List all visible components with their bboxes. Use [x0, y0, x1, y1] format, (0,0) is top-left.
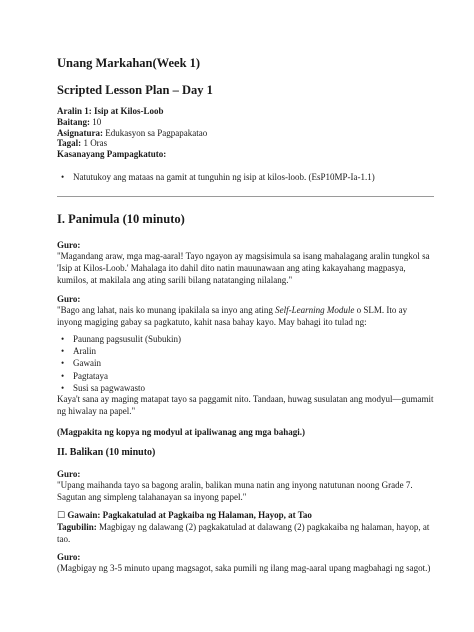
guro-speech	[57, 304, 434, 328]
checkbox-icon: ☐	[57, 511, 66, 521]
lesson-plan-heading: Scripted Lesson Plan – Day 1	[57, 83, 213, 97]
asignatura-value: Edukasyon sa Pagpapakatao	[103, 127, 208, 138]
tagal-label: Tagal:	[57, 138, 82, 149]
baitang-value: 10	[90, 116, 102, 127]
objective-list	[57, 171, 434, 183]
tagal-line	[57, 138, 434, 149]
guro-speech: "Upang maihanda tayo sa bagong aralin, balikan muna natin ang inyong natutunan noong Grade 7. Sagutan ang simpleng talahanayan sa inyong papel."	[57, 480, 413, 503]
section2-title: II. Balikan (10 minuto)	[57, 447, 156, 458]
module-part-item: • Paunang pagsusulit (Subukin)	[57, 333, 434, 345]
closing-speech: Kaya't sana ay maging matapat tayo sa paggamit nito. Tandaan, huwag susulatan ang modyul—gumamit ng hiwalay na papel."	[57, 394, 434, 417]
lesson-meta	[57, 106, 434, 160]
section1-title: I. Panimula (10 minuto)	[57, 212, 185, 226]
guro-speech: "Magandang araw, mga mag-aaral! Tayo ngayon ay magsisimula sa isang mahalagang aralin tungkol sa 'Isip at Kilos-Loob.' Mahalaga ito dahil dito natin mauunawaan ang ating kakayahang magpasya, kumilos, at makilala ang ating sarili bilang natatanging nilalang."	[57, 251, 430, 286]
guro-label: Guro:	[57, 552, 81, 562]
baitang-label: Baitang:	[57, 116, 91, 127]
objective-item: • Natutukoy ang mataas na gamit at tunguhin ng isip at kilos-loob. (EsP10MP-Ia-1.1)	[57, 171, 434, 183]
guro-label: Guro:	[57, 294, 81, 304]
module-part-item: • Gawain	[57, 357, 434, 369]
guro-speech-part: "Bago ang lahat, nais ko munang ipakilala sa inyo ang ating	[57, 305, 276, 315]
module-part-item: • Aralin	[57, 345, 434, 357]
asignatura-line	[57, 128, 434, 139]
baitang-line	[57, 117, 434, 128]
aralin-line: Aralin 1: Isip at Kilos-Loob	[57, 106, 164, 116]
asignatura-label: Asignatura:	[57, 127, 104, 138]
kasanayan-line: Kasanayang Pampagkatuto:	[57, 149, 167, 160]
guro-speech-part: o SLM. Ito ay inyong magiging gabay sa pagkatuto, kahit nasa bahay kayo. May bahagi ito tulad ng:	[57, 305, 408, 328]
tagal-value: 1 Oras	[81, 138, 108, 149]
guro-label: Guro:	[57, 469, 81, 479]
quarter-heading: Unang Markahan(Week 1)	[57, 56, 201, 70]
tagubilin-text	[57, 521, 434, 545]
tagubilin-body: Magbigay ng dalawang (2) pagkakatulad at dalawang (2) pagkakaiba ng halaman, hayop, at tao.	[57, 522, 430, 545]
module-part-item: • Pagtataya	[57, 370, 434, 382]
slm-title: Self-Learning Module	[275, 305, 355, 315]
module-part-item: • Susi sa pagwawasto	[57, 382, 434, 394]
guro-label: Guro:	[57, 240, 81, 250]
guro-speech: (Magbigay ng 3-5 minuto upang magsagot, saka pumili ng ilang mag-aaral upang magbahagi ng sagot.)	[57, 563, 431, 573]
section-divider	[57, 196, 434, 197]
tagubilin-label: Tagubilin:	[57, 522, 97, 532]
module-parts-list	[57, 333, 434, 394]
teacher-instruction: (Magpakita ng kopya ng modyul at ipaliwanag ang mga bahagi.)	[57, 427, 306, 437]
gawain-title: Gawain: Pagkakatulad at Pagkaiba ng Halaman, Hayop, at Tao	[67, 510, 312, 520]
